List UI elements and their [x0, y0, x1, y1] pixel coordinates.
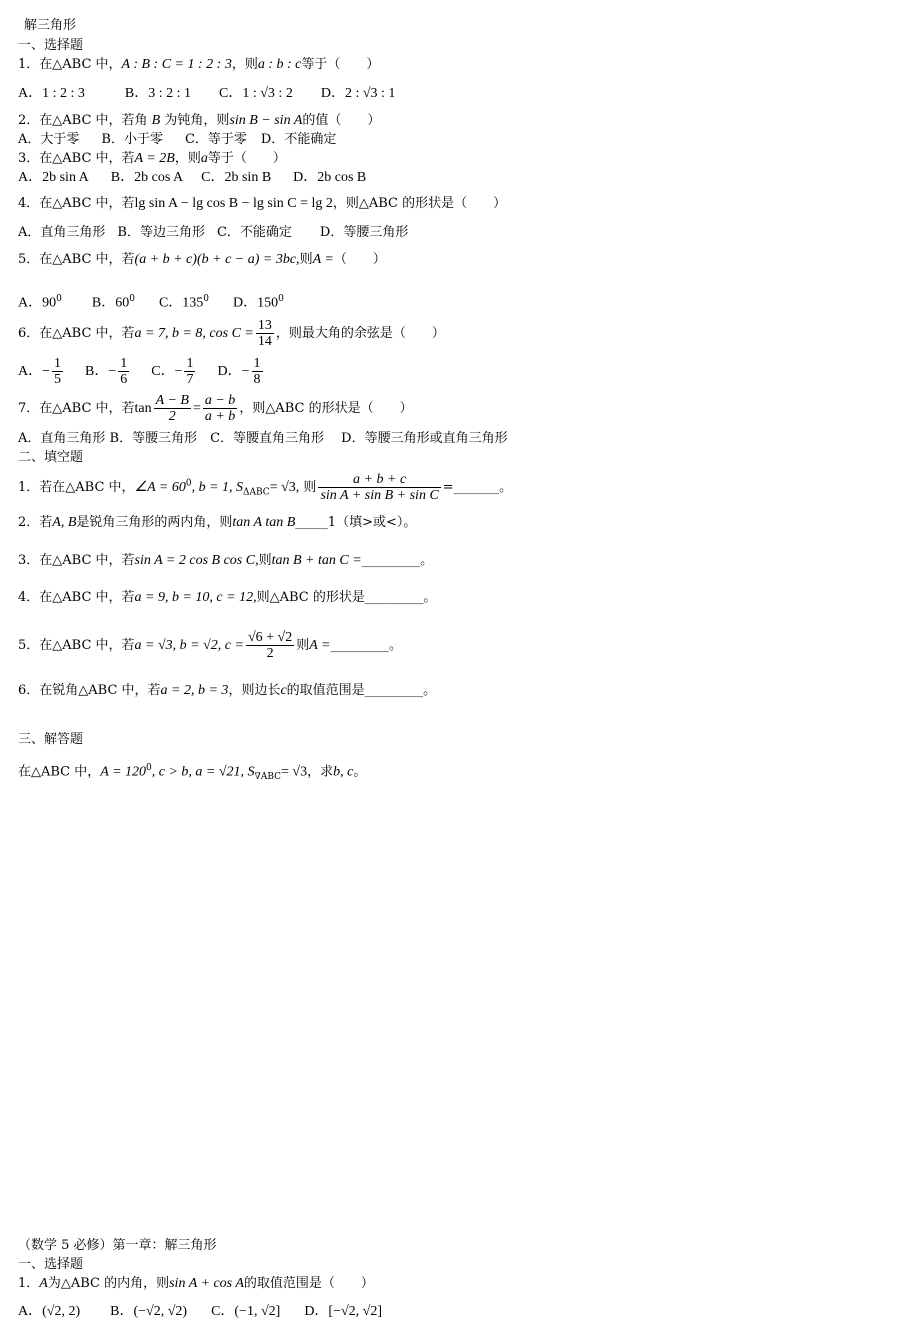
- section-heading-solve: 三、解答题: [18, 732, 84, 747]
- section-heading-fill: 二、填空题: [18, 450, 84, 465]
- f1-fraction: $\frac{a + b + c}{\text{sin A + sin B + sin C}}$: [320, 472, 439, 503]
- c1-option-b[interactable]: B．(−√2, √2): [110, 1304, 188, 1319]
- f2-blank[interactable]: _____1（填>或<）。: [295, 515, 417, 530]
- q7-fraction-left: $\frac{A - B}{2}$: [155, 393, 189, 424]
- q1-rest: ，则: [231, 57, 258, 72]
- q3-tail: 等于（ ）: [207, 151, 286, 166]
- q3-expr: A = 2B: [134, 151, 175, 166]
- q3-option-a[interactable]: A．2b sin A: [18, 170, 89, 185]
- f3-blank[interactable]: _________。: [361, 553, 434, 568]
- q3-a: a: [200, 151, 208, 166]
- q2-stem: 2．在△ABC 中，若角: [18, 113, 148, 128]
- q6-option-b[interactable]: B．− $\frac{1}{6}$: [85, 356, 128, 387]
- q1-ask: a : b : c: [257, 57, 302, 72]
- f6-blank[interactable]: 的取值范围是_________。: [286, 683, 437, 698]
- q5-option-d[interactable]: D．150: [233, 295, 279, 311]
- q1-ratio: A : B : C = 1 : 2 : 3: [121, 57, 232, 72]
- f1-blank[interactable]: =_______。: [442, 480, 513, 495]
- question-7-options[interactable]: A．直角三角形 B．等腰三角形 C．等腰直角三角形 D．等腰三角形或直角三角形: [18, 431, 508, 446]
- q4-option-c[interactable]: C．不能确定: [216, 225, 292, 240]
- q3-option-c[interactable]: C．2b sin B: [201, 170, 272, 185]
- q5-ask: A =: [312, 252, 334, 267]
- question-1: [18, 57, 379, 73]
- q1-tail: 等于（ ）: [301, 57, 380, 72]
- c1-option-a[interactable]: A．(√2, 2): [18, 1304, 81, 1319]
- f5-fraction: $\frac{√6 + √2}{2}$: [247, 630, 293, 661]
- q5-option-a[interactable]: A．90: [18, 295, 57, 311]
- q7-stem: 7．在△ABC 中，若: [18, 401, 135, 416]
- fill-4: 4．在△ABC 中，若a = 9, b = 10, c = 12,则△ABC 的形状是_________。: [18, 590, 437, 605]
- q5-option-b[interactable]: B．60: [91, 295, 130, 311]
- q2-option-d[interactable]: D．不能确定: [260, 132, 337, 147]
- c1-option-d[interactable]: D．[−√2, √2]: [304, 1304, 383, 1319]
- q3-option-d[interactable]: D．2b cos B: [293, 170, 367, 185]
- q7-fraction-right: $\frac{a - b}{a + b}$: [204, 393, 236, 424]
- question-5-options: A．$90^0$ B．$60^0$ C．$135^0$ D．$150^0$: [18, 294, 284, 311]
- q4-option-b[interactable]: B．等边三角形: [117, 225, 205, 240]
- fill-2: 2．若A, B是锐角三角形的两内角，则tan A tan B_____1（填>或<）。: [18, 515, 417, 530]
- c1-option-c[interactable]: C．(−1, √2]: [211, 1304, 281, 1319]
- q5-mid: 则: [299, 252, 313, 267]
- q1-option-c[interactable]: C．1 : √3 : 2: [219, 86, 293, 101]
- chapter-question-1: 1．A为△ABC 的内角，则sin A + cos A的取值范围是（ ）: [18, 1276, 374, 1291]
- question-4: [18, 196, 506, 212]
- q1-option-a[interactable]: A．1 : 2 : 3: [18, 86, 85, 101]
- section-heading-choice: 一、选择题: [18, 38, 84, 53]
- chapter-question-1-options: [18, 1304, 382, 1320]
- question-3: [18, 151, 286, 167]
- q3-stem: 3．在△ABC 中，若: [18, 151, 135, 166]
- q3-option-b[interactable]: B．2b cos A: [110, 170, 184, 185]
- fill-1: 1．若在△ABC 中，∠A = $60^0$, b = 1, $S_{\Delta ABC}= √3$, 则 $\frac{a + b + c}{\text{sin A + sin B + sin C}}$ =_______。: [18, 472, 513, 503]
- q5-expr: (a + b + c)(b + c − a) = 3bc,: [134, 252, 300, 267]
- q4-tail: ，则△ABC 的形状是（ ）: [332, 196, 507, 211]
- q5-option-c[interactable]: C．135: [158, 295, 204, 311]
- q6-option-c[interactable]: C．− $\frac{1}{7}$: [151, 356, 194, 387]
- q3-mid: ，则: [174, 151, 201, 166]
- fill-3: 3．在△ABC 中，若sin A = 2 cos B cos C,则tan B + tan C =_________。: [18, 553, 434, 568]
- page-title: 解三角形: [24, 18, 77, 33]
- question-3-options: [18, 170, 366, 186]
- q6-stem: 6．在△ABC 中，若: [18, 326, 135, 341]
- q1-option-b[interactable]: B．3 : 2 : 1: [124, 86, 192, 101]
- fill-6: 6．在锐角△ABC 中，若a = 2, b = 3，则边长c的取值范围是_________。: [18, 683, 437, 698]
- q7-tail: ，则△ABC 的形状是（ ）: [239, 401, 413, 416]
- chapter-heading: （数学 5 必修）第一章：解三角形: [18, 1238, 217, 1253]
- q6-tail: ，则最大角的余弦是（ ）: [275, 326, 445, 341]
- q2-expr: sin B − sin A: [229, 113, 303, 128]
- q2-option-c[interactable]: C．等于零: [184, 132, 247, 147]
- q4-expr: lg sin A − lg cos B − lg sin C = lg 2: [134, 196, 333, 211]
- section-heading-choice-2: 一、选择题: [18, 1257, 84, 1272]
- fill-5: 5．在△ABC 中，若a = √3, b = √2, c = $\frac{√6 + √2}{2}$ 则A =_________。: [18, 630, 403, 661]
- q6-expr: a = 7, b = 8, cos C =: [134, 326, 254, 341]
- q5-tail: （ ）: [333, 252, 386, 267]
- question-6-options: [18, 356, 265, 387]
- q6-option-d[interactable]: D．− $\frac{1}{8}$: [217, 356, 261, 387]
- f5-blank[interactable]: _________。: [330, 638, 403, 653]
- q4-option-a[interactable]: A．直角三角形: [18, 225, 106, 240]
- q2-mid: 为钝角，则: [164, 113, 230, 128]
- f4-blank[interactable]: 则△ABC 的形状是_________。: [256, 590, 437, 605]
- question-6: [18, 318, 445, 349]
- q5-stem: 5．在△ABC 中，若: [18, 252, 135, 267]
- q4-stem: 4．在△ABC 中，若: [18, 196, 135, 211]
- question-4-options: [18, 225, 408, 241]
- question-1-options: [18, 86, 395, 102]
- q6-fraction: $\frac{13}{14}$: [257, 318, 272, 349]
- q6-option-a[interactable]: A．− $\frac{1}{5}$: [18, 356, 62, 387]
- q2-option-b[interactable]: B．小于零: [101, 132, 163, 147]
- question-7: 7．在△ABC 中，若tan $\frac{A - B}{2}$ = $\frac{a - b}{a + b}$ ，则△ABC 的形状是（ ）: [18, 393, 413, 424]
- question-5: [18, 252, 386, 268]
- q1-stem: 1．在△ABC 中，: [18, 57, 122, 72]
- q2-b: B: [151, 113, 161, 128]
- q4-option-d[interactable]: D．等腰三角形: [319, 225, 409, 240]
- question-2-options: [18, 132, 336, 148]
- q2-option-a[interactable]: A．大于零: [18, 132, 80, 147]
- q1-option-d[interactable]: D．2 : √3 : 1: [320, 86, 396, 101]
- q2-tail: 的值（ ）: [302, 113, 381, 128]
- solve-1: 在△ABC 中，$A = 120^0$, c > b, a = √21, $S_{\nabla ABC}= √3$，求b, c。: [18, 763, 367, 782]
- question-2: [18, 113, 380, 129]
